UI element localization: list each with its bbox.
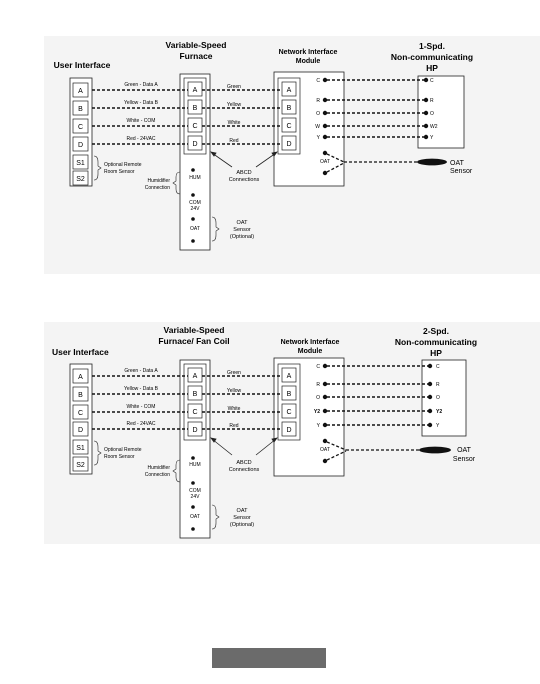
nim-terminal-c: C — [286, 123, 292, 130]
hp-title-line2: Non-communicating — [394, 337, 478, 347]
user-interface-title: User Interface — [53, 60, 111, 70]
humidifier-bracket — [173, 172, 180, 194]
user-interface-title: User Interface — [52, 347, 109, 357]
furnace-oat-dot2 — [191, 239, 195, 243]
abcd-line2: Connections — [228, 467, 260, 473]
hp-title-line1: 1-Spd. — [419, 41, 445, 51]
furnace-com-dot — [191, 193, 195, 197]
furnace-terminal-d: D — [192, 141, 198, 148]
hp-right-r: R — [430, 98, 434, 104]
abcd-arrows — [211, 438, 277, 455]
oat-optional-line1: OAT — [236, 220, 248, 226]
optional-sensor-line1: Optional Remote — [104, 162, 142, 168]
ui-terminal-d: D — [77, 427, 84, 434]
furnace-oat-dot1 — [191, 505, 195, 509]
nim-left-o: O — [316, 111, 320, 117]
ui-terminal-a: A — [78, 88, 83, 95]
nim-left-c: C — [316, 78, 320, 84]
furnace-24v-label: 24V — [190, 494, 200, 500]
abcd-line1: ABCD — [236, 170, 252, 176]
oat-sensor-probe — [417, 159, 447, 166]
hp-right-y: Y — [430, 135, 434, 141]
wiring-diagram-svg — [44, 36, 540, 274]
wiring-diagram-svg — [44, 322, 540, 544]
nim-oat-label: OAT — [320, 159, 330, 165]
humidifier-line2: Connection — [144, 185, 170, 191]
oat-sensor-line1: OAT — [457, 447, 471, 454]
oat-sensor-line2: Sensor — [450, 168, 473, 175]
furnace-terminal-c: C — [192, 123, 198, 130]
nim-left-w: W — [315, 124, 320, 130]
ui-terminal-a: A — [78, 374, 83, 381]
furnace-nim-wires — [202, 90, 282, 144]
ui-terminal-d: D — [77, 142, 84, 149]
furnace-title-line1: Variable-Speed — [163, 325, 225, 335]
hp-title-line3: HP — [430, 348, 442, 358]
furnace-hum-dot — [191, 456, 195, 460]
nim-left-y: Y — [316, 135, 320, 141]
nim-terminal-b: B — [286, 391, 292, 398]
nim-terminal-a: A — [286, 87, 292, 94]
furnace-title-line1: Variable-Speed — [165, 40, 227, 50]
furnace-title-line2: Furnace/ Fan Coil — [158, 336, 230, 346]
furnace-oat-dot2 — [191, 527, 195, 531]
hp-right-o: O — [436, 395, 440, 401]
nim-terminal-b: B — [286, 105, 292, 112]
humidifier-line1: Humidifier — [147, 465, 170, 471]
ui-terminal-s1: S1 — [76, 160, 85, 167]
humidifier-line1: Humidifier — [147, 178, 170, 184]
ui-terminal-s2: S2 — [76, 462, 85, 469]
nim-title-line2: Module — [295, 58, 321, 65]
hp-right-c: C — [436, 364, 440, 370]
ui-terminal-c: C — [77, 124, 84, 131]
nim-oat-label: OAT — [320, 447, 330, 453]
nim-left-y: Y — [316, 423, 320, 429]
nim-left-o: O — [316, 395, 320, 401]
furnace-title-line2: Furnace — [179, 51, 213, 61]
wiring-diagram-2-spd — [44, 322, 540, 544]
nim-terminal-a: A — [286, 373, 292, 380]
nim-wire-label-red: Red — [229, 138, 239, 144]
abcd-arrows — [211, 152, 277, 167]
nim-wire-label-green: Green — [227, 370, 241, 376]
hp-title-line1: 2-Spd. — [423, 326, 449, 336]
nim-left-r: R — [316, 98, 320, 104]
nim-wire-label-white: White — [227, 120, 241, 126]
hp-right-c: C — [430, 78, 434, 84]
oat-sensor-line2: Sensor — [452, 456, 476, 463]
furnace-terminal-a: A — [192, 373, 198, 380]
nim-oat-dot-top — [323, 151, 327, 155]
wiring-diagram-1-spd — [44, 36, 540, 274]
nim-wire-label-white: White — [227, 406, 241, 412]
nim-title-line1: Network Interface — [278, 49, 338, 56]
nim-terminal-d: D — [286, 427, 292, 434]
ui-terminal-c: C — [77, 410, 84, 417]
furnace-oat-label: OAT — [190, 226, 200, 232]
hp-right-r: R — [436, 382, 440, 388]
hp-title-line2: Non-communicating — [390, 52, 474, 62]
nim-wire-label-red: Red — [229, 423, 239, 429]
abcd-line1: ABCD — [236, 460, 252, 466]
optional-sensor-bracket — [94, 441, 101, 465]
furnace-terminal-b: B — [192, 105, 198, 112]
wire-label-d: Red - 24VAC — [126, 421, 156, 427]
nim-wire-label-green: Green — [227, 84, 241, 90]
hp-right-o: O — [430, 111, 434, 117]
page-footer-bar — [212, 648, 326, 668]
ui-terminal-b: B — [78, 106, 83, 113]
furnace-com-dot — [191, 481, 195, 485]
abcd-line2: Connections — [228, 177, 260, 183]
furnace-24v-label: 24V — [190, 206, 200, 212]
hp-right-y2: Y2 — [436, 409, 443, 415]
wire-label-c: White - COM — [126, 118, 156, 124]
nim-title-line2: Module — [297, 348, 323, 355]
nim-oat-dot-top — [323, 439, 327, 443]
wire-label-b: Yellow - Data B — [124, 386, 158, 392]
optional-sensor-line1: Optional Remote — [104, 447, 142, 453]
wire-label-d: Red - 24VAC — [126, 136, 156, 142]
furnace-hum-dot — [191, 168, 195, 172]
furnace-oat-dot1 — [191, 217, 195, 221]
nim-left-r: R — [316, 382, 320, 388]
oat-optional-line3: (Optional) — [229, 522, 255, 528]
furnace-com-label: COM — [189, 488, 201, 494]
oat-optional-line3: (Optional) — [229, 234, 255, 240]
ui-terminal-s2: S2 — [76, 176, 85, 183]
oat-optional-bracket — [212, 217, 219, 241]
nim-oat-dot-bottom — [323, 171, 327, 175]
nim-terminal-d: D — [286, 141, 292, 148]
wire-label-a: Green - Data A — [124, 82, 158, 88]
nim-title-line1: Network Interface — [280, 339, 340, 346]
optional-sensor-bracket — [94, 156, 101, 180]
humidifier-bracket — [173, 460, 180, 482]
optional-sensor-line2: Room Sensor — [104, 169, 135, 175]
nim-left-c: C — [316, 364, 320, 370]
furnace-terminal-d: D — [192, 427, 198, 434]
wire-label-b: Yellow - Data B — [124, 100, 158, 106]
nim-terminal-c: C — [286, 409, 292, 416]
oat-optional-line2: Sensor — [233, 515, 251, 521]
furnace-terminal-a: A — [192, 87, 198, 94]
nim-wire-label-yellow: Yellow — [226, 102, 242, 108]
furnace-com-label: COM — [189, 200, 201, 206]
hp-title-line3: HP — [426, 63, 438, 73]
ui-terminal-s1: S1 — [76, 445, 85, 452]
humidifier-line2: Connection — [144, 472, 170, 478]
nim-left-y2: Y2 — [313, 409, 320, 415]
oat-sensor-line1: OAT — [450, 160, 464, 167]
oat-optional-bracket — [212, 505, 219, 529]
furnace-nim-wires — [202, 376, 282, 429]
furnace-hum-label: HUM — [189, 462, 201, 468]
hp-right-y: Y — [436, 423, 440, 429]
oat-sensor-probe — [419, 447, 451, 454]
nim-oat-dot-bottom — [323, 459, 327, 463]
furnace-oat-label: OAT — [190, 514, 200, 520]
nim-wire-label-yellow: Yellow — [226, 388, 242, 394]
hp-right-w2: W2 — [430, 124, 438, 130]
oat-optional-line2: Sensor — [233, 227, 251, 233]
wire-label-c: White - COM — [126, 404, 156, 410]
wire-label-a: Green - Data A — [124, 368, 158, 374]
oat-optional-line1: OAT — [236, 508, 248, 514]
ui-terminal-b: B — [78, 392, 83, 399]
furnace-terminal-c: C — [192, 409, 198, 416]
furnace-hum-label: HUM — [189, 175, 201, 181]
optional-sensor-line2: Room Sensor — [104, 454, 135, 460]
furnace-terminal-b: B — [192, 391, 198, 398]
